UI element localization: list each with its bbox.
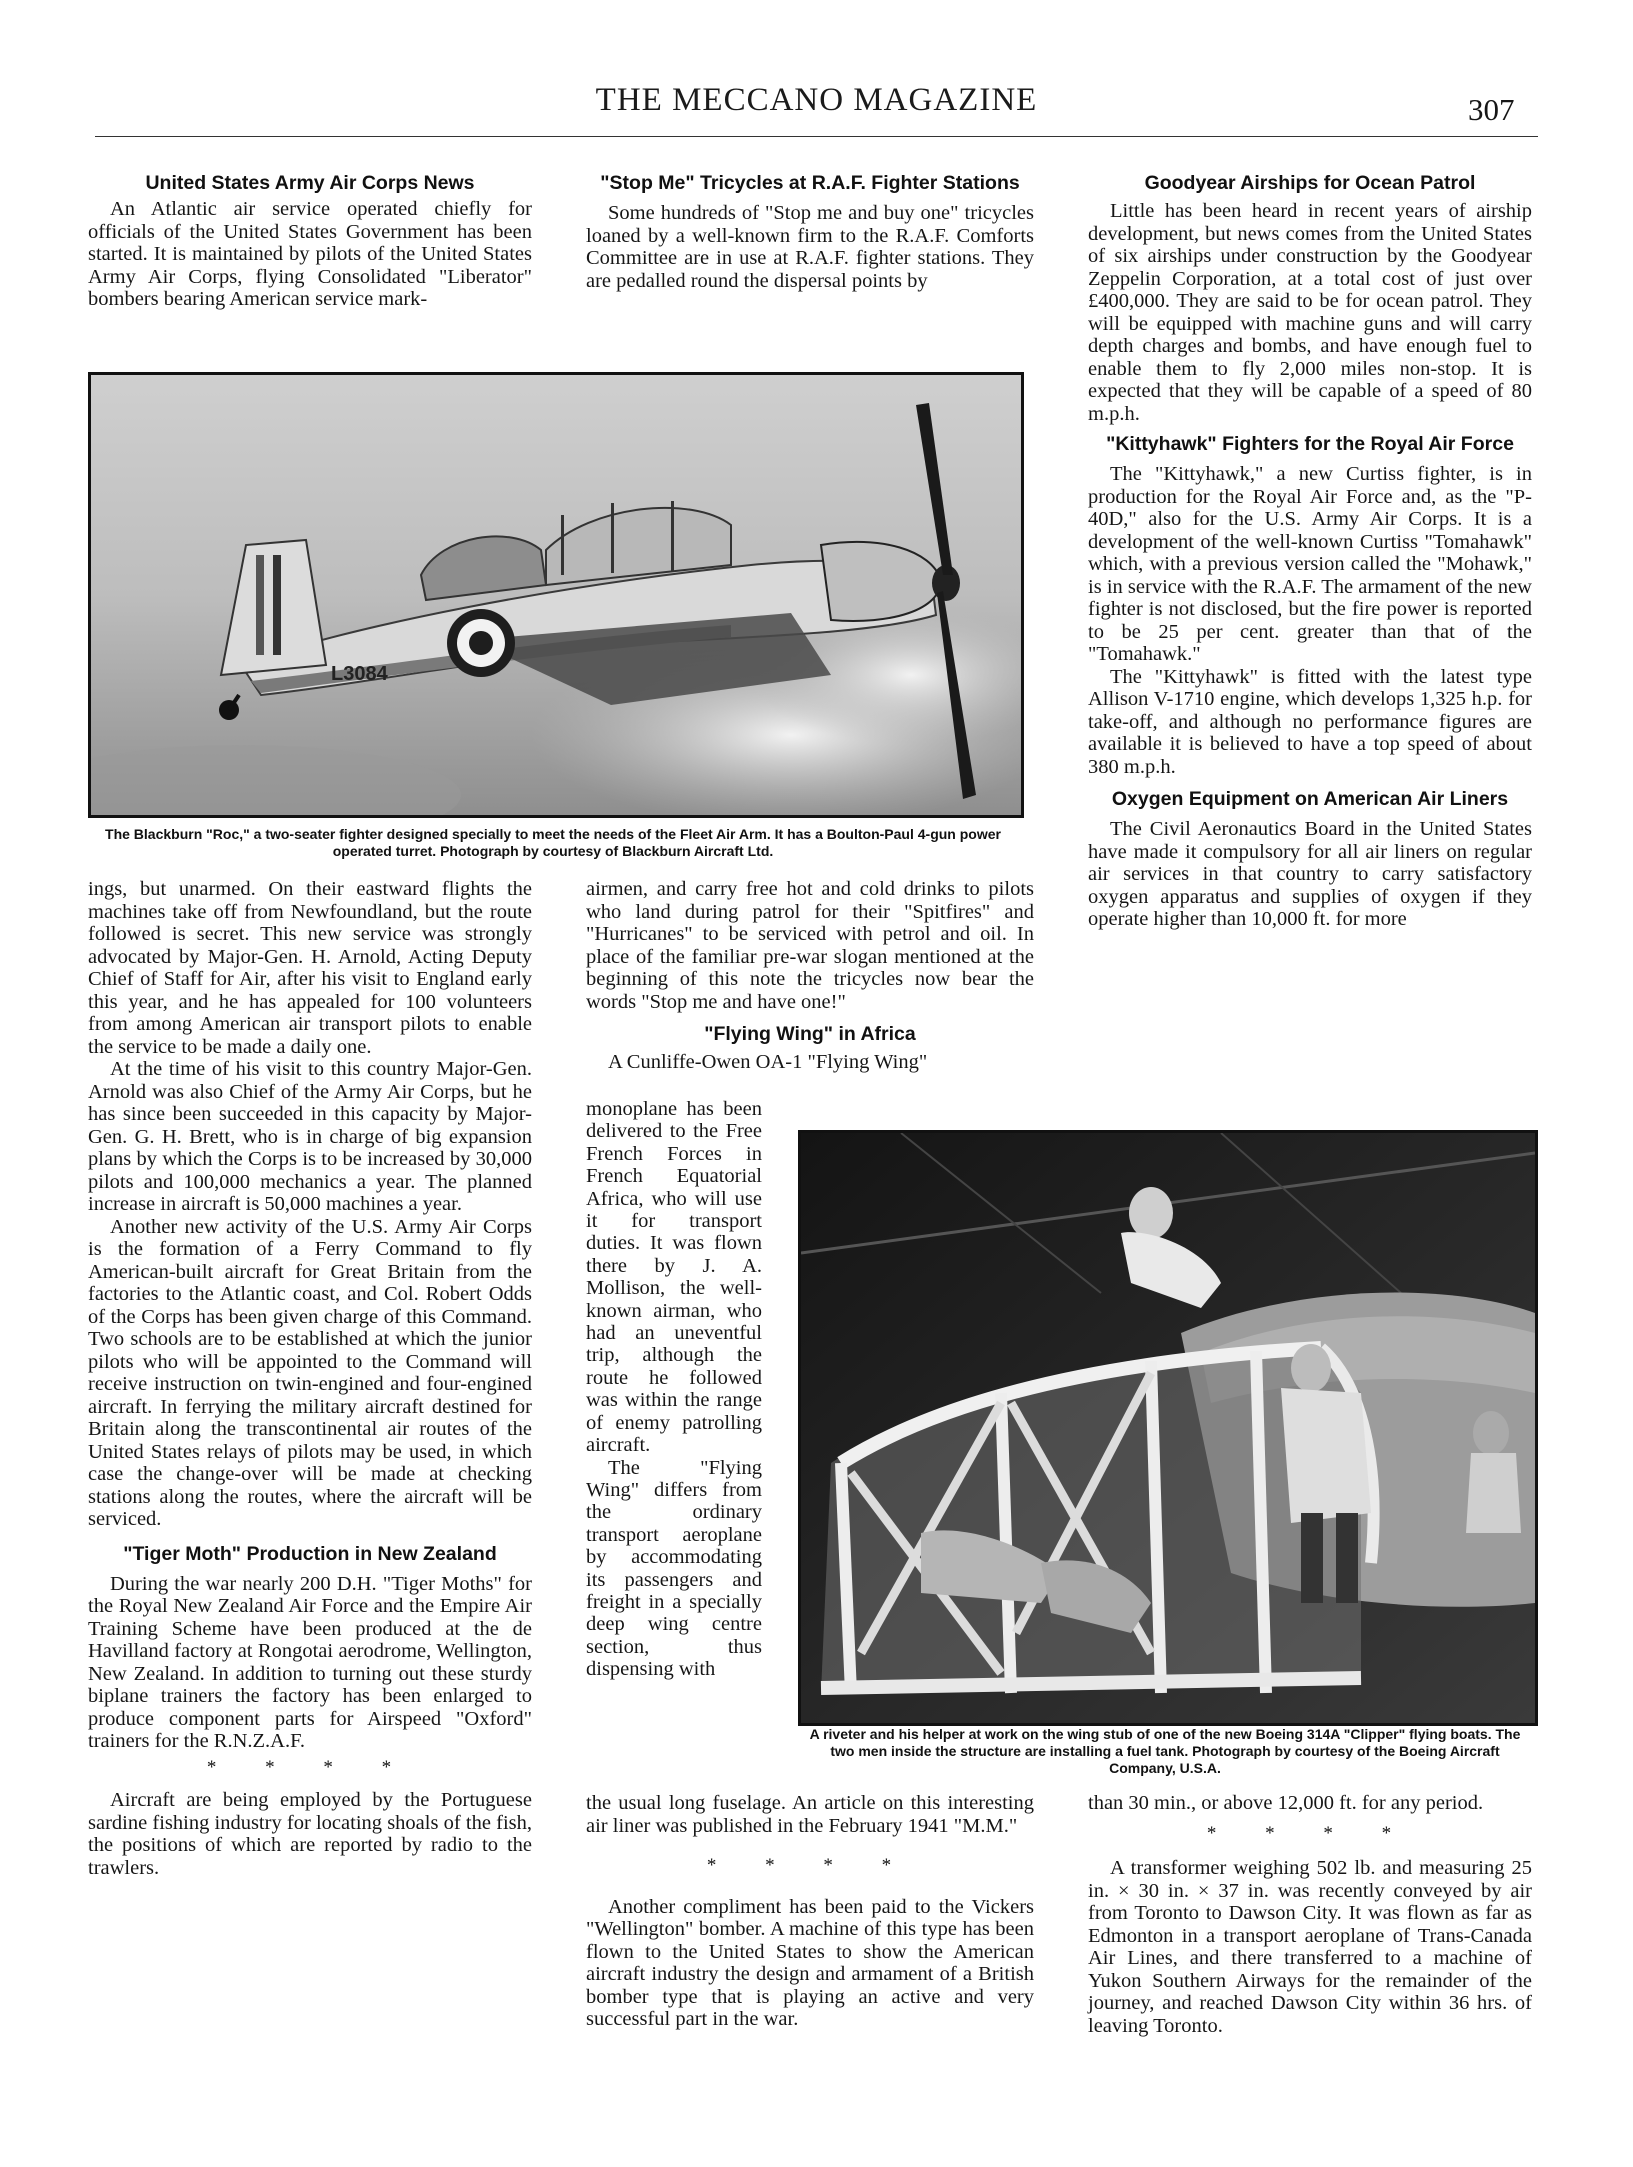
page-number: 307 — [1468, 92, 1515, 127]
article-paragraph: Some hundreds of "Stop me and buy one" tricycles loaned by a well-known firm to the R.A.F. Comforts Committee are in use at R.A.F. fighter stations. They are pedalled round the dispersal points by — [586, 202, 1034, 292]
column-2-bottom — [586, 1792, 1034, 2031]
factory-photo — [798, 1130, 1538, 1726]
magazine-title: THE MECCANO MAGAZINE — [595, 82, 1038, 118]
aircraft-serial: L3084 — [331, 663, 388, 685]
article-heading: Goodyear Airships for Ocean Patrol — [1144, 172, 1476, 194]
boeing-clipper-image — [801, 1133, 1535, 1723]
article-heading: "Tiger Moth" Production in New Zealand — [123, 1542, 497, 1565]
article-heading: Oxygen Equipment on American Air Liners — [1111, 788, 1509, 810]
article-paragraph: airmen, and carry free hot and cold drinks to pilots who land during patrol for their "Spitfires" and "Hurricanes" to be serviced with petrol and oil. In place of the familiar pre-war slogan mentioned at the beginning of this note the tricycles now bear the words "Stop me and have one!" — [586, 878, 1034, 1013]
article-paragraph: The Civil Aeronautics Board in the United States have made it compulsory for all air liners on regular air services in that country to carry satisfactory oxygen apparatus and supplies of oxygen if they operate higher than 10,000 ft. for more — [1088, 818, 1532, 930]
header-rule — [95, 136, 1538, 137]
photo-caption: The Blackburn "Roc," a two-seater fighter designed specially to meet the needs of the Fleet Air Arm. It has a Boulton-Paul 4-gun power operated turret. Photograph by courtesy of Blackburn Aircraft Ltd. — [105, 826, 1001, 859]
article-paragraph: A transformer weighing 502 lb. and measuring 25 in. × 30 in. × 37 in. was recently conveyed by air from Toronto to Dawson City. It was flown as far as Edmonton in a transport aeroplane of Trans-Canada Air Lines, and there transferred to a machine of Yukon Southern Airways for the remainder of the journey, and reached Dawson City within 36 hrs. of leaving Toronto. — [1088, 1857, 1532, 2037]
column-1-body — [88, 878, 532, 1879]
section-divider: * * * * — [706, 1855, 914, 1876]
column-3-bottom — [1088, 1792, 1532, 2037]
article-paragraph: Little has been heard in recent years of airship development, but news comes from the United States of six airships under construction by the Goodyear Zeppelin Corporation, at a total cost of just over £400,000. They are said to be for ocean patrol. They will be equipped with machine guns and will carry depth charges and bombs, and have enough fuel to enable them to fly 2,000 miles non-stop. It is expected that they will be capable of a speed of 80 m.p.h. — [1088, 200, 1532, 425]
article-paragraph: At the time of his visit to this country Major-Gen. Arnold was also Chief of the Army Air Corps, but he has since been succeeded in this capacity by Major-Gen. G. H. Brett, who is in charge of big expansion plans by which the Corps is to be increased by 30,000 pilots and 100,000 mechanics a year. The planned increase in aircraft is 50,000 machines a year. — [88, 1058, 532, 1215]
article-paragraph: Aircraft are being employed by the Portuguese sardine fishing industry for locating shoals of the fish, the positions of which are reported by radio to the trawlers. — [88, 1789, 532, 1879]
article-heading: "Kittyhawk" Fighters for the Royal Air Force — [1106, 433, 1514, 455]
column-2-body — [586, 878, 1034, 1074]
blackburn-roc-image — [91, 375, 1021, 815]
article-paragraph: An Atlantic air service operated chiefly for officials of the United States Government has been started. It is maintained by pilots of the United States Army Air Corps, flying Consolidated "Liberator" bombers bearing American service mark- — [88, 198, 532, 310]
article-paragraph: The "Flying Wing" differs from the ordinary transport aeroplane by accommodating its passengers and freight in a specially deep wing centre section, thus dispensing with — [586, 1456, 762, 1681]
article-heading: "Flying Wing" in Africa — [704, 1023, 916, 1045]
article-paragraph: Another new activity of the U.S. Army Air Corps is the formation of a Ferry Command to fly American-built aircraft for Great Britain from the factories to the Atlantic coast, and Col. Robert Odds of the Corps has been given charge of this Command. Two schools are to be established at which the junior pilots who will be appointed to the Command will receive instruction on twin-engined and four-engined aircraft. In ferrying the military aircraft destined for Britain along the transcontinental air routes of the United States relays of pilots may be used, in which case the change-over will be made at checking stations along the routes, where the aircraft will be serviced. — [88, 1215, 532, 1530]
article-paragraph: than 30 min., or above 12,000 ft. for any period. — [1088, 1792, 1484, 1814]
column-3-top — [1088, 172, 1532, 931]
article-paragraph: Another compliment has been paid to the Vickers "Wellington" bomber. A machine of this type has been flown to the United States to show the American aircraft industry the design and armament of a British bomber type that is playing an active and very successful part in the war. — [586, 1895, 1034, 2030]
article-paragraph: ings, but unarmed. On their eastward flights the machines take off from Newfoundland, but the route followed is secret. This new service was strongly advocated by Major-Gen. H. Arnold, Acting Deputy Chief of Staff for Air, after his visit to England early this year, and he has appealed for 100 volunteers from among American air transport pilots to enable the service to be made a daily one. — [88, 878, 532, 1058]
article-heading: "Stop Me" Tricycles at R.A.F. Fighter Stations — [600, 172, 1020, 194]
article-heading: United States Army Air Corps News — [145, 172, 475, 194]
section-divider: * * * * — [1206, 1822, 1414, 1844]
column-2-top — [586, 172, 1034, 292]
aircraft-photo — [88, 372, 1024, 818]
section-divider: * * * * — [206, 1756, 414, 1778]
article-paragraph: During the war nearly 200 D.H. "Tiger Moths" for the Royal New Zealand Air Force and the Empire Air Training Scheme have been produced at the de Havilland factory at Rongotai aerodrome, Wellington, New Zealand. In addition to turning out these sturdy biplane trainers the factory has been enlarged to produce component parts for Airspeed "Oxford" trainers for the R.N.Z.A.F. — [88, 1572, 532, 1752]
article-paragraph: A Cunliffe-Owen OA-1 "Flying Wing" — [608, 1051, 928, 1073]
column-1-top — [88, 172, 532, 311]
article-paragraph: monoplane has been delivered to the Free French Forces in French Equatorial Africa, who will use it for transport duties. It was flown there by J. A. Mollison, the well-known airman, who had an uneventful trip, although the route he followed was within the range of enemy patrolling aircraft. — [586, 1098, 762, 1457]
article-paragraph: The "Kittyhawk," a new Curtiss fighter, is in production for the Royal Air Force and, as the "P-40D," also for the U.S. Army Air Corps. It is a development of the well-known Curtiss "Tomahawk" which, with a previous version called the "Mohawk," is in service with the R.A.F. The armament of the new fighter is not disclosed, but the fire power is reported to be 25 per cent. greater than that of the "Tomahawk." — [1088, 463, 1532, 665]
article-paragraph: The "Kittyhawk" is fitted with the latest type Allison V-1710 engine, which develops 1,325 h.p. for take-off, and although no performance figures are available it is believed to have a top speed of about 380 m.p.h. — [1088, 665, 1532, 778]
column-2-narrow — [586, 1098, 762, 1681]
article-paragraph: the usual long fuselage. An article on this interesting air liner was published in the February 1941 "M.M." — [586, 1792, 1034, 1837]
photo-caption: A riveter and his helper at work on the wing stub of one of the new Boeing 314A "Clipper" flying boats. The two men inside the structure are installing a fuel tank. Photograph by courtesy of the Boeing Aircraft Company, U.S.A. — [809, 1726, 1521, 1776]
